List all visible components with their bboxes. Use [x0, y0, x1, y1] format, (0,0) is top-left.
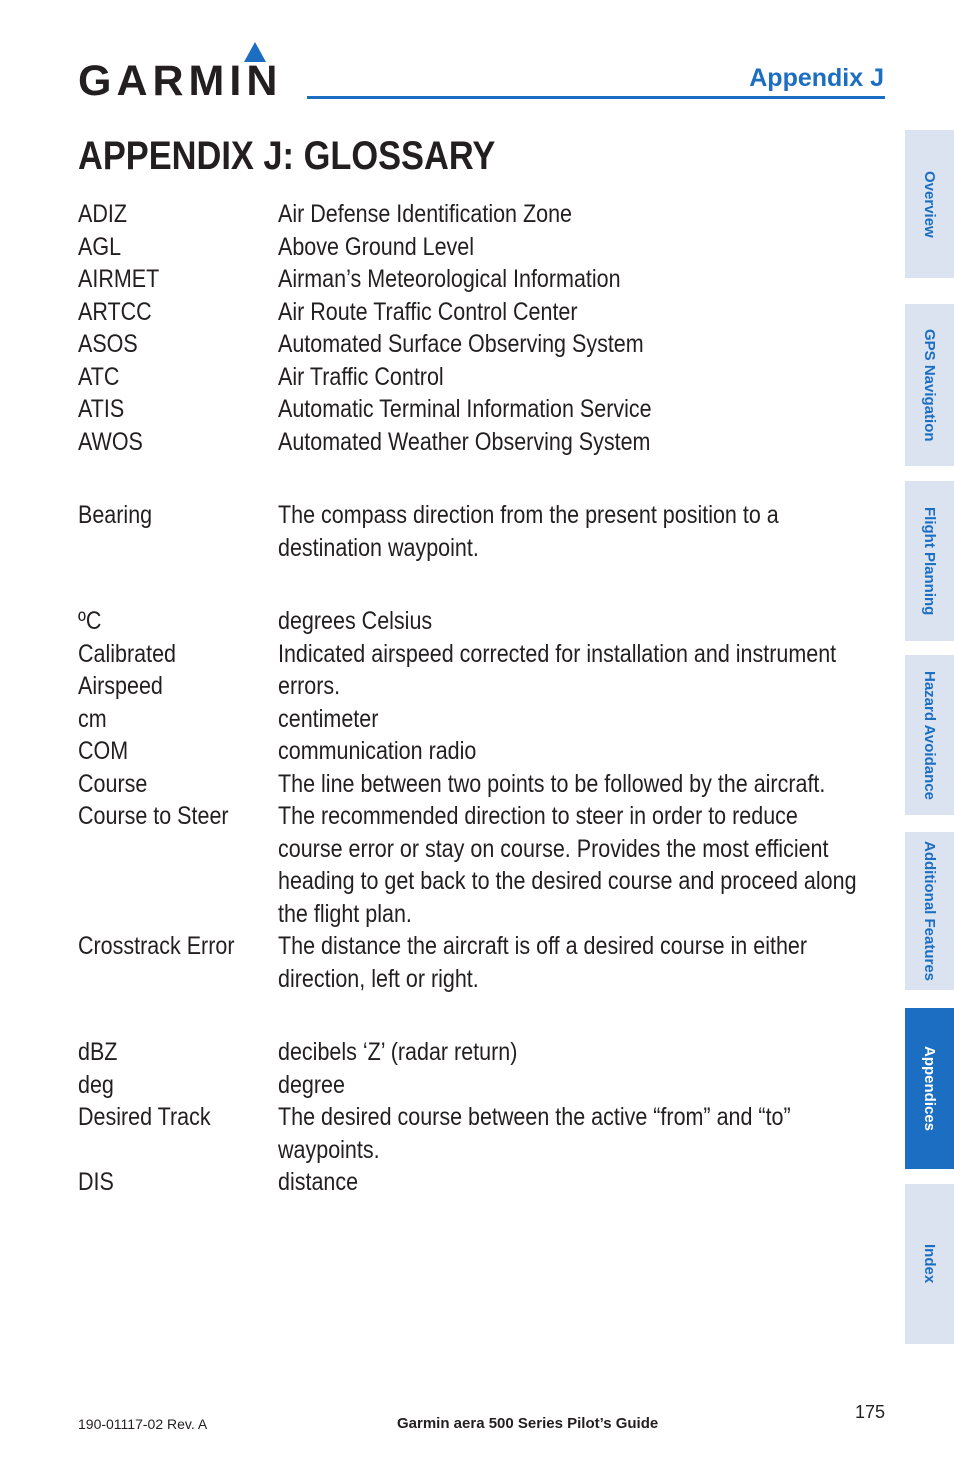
- glossary-row: [78, 393, 888, 426]
- glossary-definition: [278, 735, 886, 768]
- definition-line: degrees Celsius: [278, 607, 433, 635]
- definition-line: Air Route Traffic Control Center: [278, 297, 578, 326]
- glossary-row: [78, 1036, 888, 1069]
- glossary-row: [78, 930, 888, 995]
- guide-title: Garmin aera 500 Series Pilot’s Guide: [397, 1415, 659, 1432]
- term-line: dBZ: [78, 1038, 118, 1066]
- glossary-term: [78, 735, 250, 768]
- glossary-term: [78, 703, 250, 736]
- definition-line: centimeter: [278, 704, 379, 733]
- garmin-logo: [78, 42, 288, 104]
- glossary-row: [78, 605, 888, 638]
- glossary-row: [78, 499, 888, 564]
- term-line: AIRMET: [78, 265, 160, 293]
- definition-line: course error or stay on course. Provides the most efficient: [278, 834, 829, 863]
- definition-line: direction, left or right.: [278, 964, 479, 993]
- side-tab-hazard-avoidance[interactable]: [905, 655, 954, 815]
- doc-number: 190-01117-02 Rev. A: [78, 1416, 208, 1432]
- side-tab-label: GPS Navigation: [921, 328, 938, 442]
- definition-line: heading to get back to the desired course and proceed along: [278, 867, 857, 895]
- glossary-row: [78, 735, 888, 768]
- definition-line: degree: [278, 1070, 345, 1099]
- term-line: Course: [78, 769, 148, 798]
- glossary-term: [78, 930, 250, 995]
- definition-line: Air Defense Identification Zone: [278, 200, 572, 228]
- glossary-term: [78, 638, 250, 703]
- definition-line: the flight plan.: [278, 899, 412, 928]
- side-tab-label: Additional Features: [921, 840, 938, 982]
- term-line: Desired Track: [78, 1103, 211, 1131]
- definition-line: Airman’s Meteorological Information: [278, 265, 621, 293]
- definition-line: communication radio: [278, 737, 477, 765]
- glossary-row: [78, 296, 888, 329]
- side-tab-overview[interactable]: [905, 130, 954, 278]
- glossary-term: [78, 605, 250, 638]
- glossary-definition: [278, 703, 886, 736]
- glossary-definition: [278, 1069, 886, 1102]
- side-tab-index[interactable]: [905, 1184, 954, 1344]
- term-line: Crosstrack Error: [78, 932, 235, 960]
- glossary-term: [78, 1101, 250, 1166]
- glossary-definition: [278, 605, 886, 638]
- glossary-term: [78, 231, 250, 264]
- side-tab-label: Hazard Avoidance: [921, 670, 938, 800]
- glossary-term: [78, 263, 250, 296]
- definition-line: The distance the aircraft is off a desired course in either: [278, 932, 808, 960]
- glossary-definition: [278, 198, 886, 231]
- definition-line: Air Traffic Control: [278, 362, 444, 391]
- definition-line: errors.: [278, 672, 341, 700]
- definition-line: Indicated airspeed corrected for installation and instrument: [278, 639, 837, 668]
- glossary-term: [78, 328, 250, 361]
- definition-line: The compass direction from the present position to a: [278, 501, 779, 529]
- term-line: Course to Steer: [78, 802, 229, 830]
- glossary-row: [78, 426, 888, 459]
- glossary-definition: [278, 1166, 886, 1199]
- header-rule: [307, 96, 885, 99]
- term-line: DIS: [78, 1168, 114, 1196]
- glossary-definition: [278, 499, 886, 564]
- definition-line: waypoints.: [278, 1135, 380, 1164]
- glossary-term: [78, 198, 250, 231]
- definition-line: destination waypoint.: [278, 533, 479, 562]
- glossary-definition: [278, 426, 886, 459]
- definition-line: distance: [278, 1168, 359, 1196]
- glossary-row: [78, 638, 888, 703]
- side-tab-appendices[interactable]: [905, 1008, 954, 1169]
- group-gap: [78, 564, 888, 605]
- glossary-definition: [278, 328, 886, 361]
- glossary-term: [78, 361, 250, 394]
- glossary-term: [78, 426, 250, 459]
- term-line: ASOS: [78, 330, 138, 358]
- group-gap: [78, 995, 888, 1036]
- glossary-term: [78, 1069, 250, 1102]
- glossary-definition: [278, 393, 886, 426]
- glossary-definition: [278, 800, 886, 930]
- definition-line: The recommended direction to steer in order to reduce: [278, 802, 798, 830]
- glossary-row: [78, 768, 888, 801]
- glossary-term: [78, 768, 250, 801]
- section-label: Appendix J: [749, 64, 884, 92]
- logo-wordmark: GARMIN: [78, 57, 283, 105]
- side-tab-label: Flight Planning: [921, 506, 938, 616]
- glossary-definition: [278, 638, 886, 703]
- term-line: ºC: [78, 607, 102, 635]
- glossary-list: [78, 198, 888, 1199]
- glossary-row: [78, 1101, 888, 1166]
- side-tab-gps-navigation[interactable]: [905, 304, 954, 466]
- term-line: ARTCC: [78, 297, 152, 326]
- term-line: ADIZ: [78, 200, 127, 228]
- glossary-row: [78, 800, 888, 930]
- definition-line: The line between two points to be followed by the aircraft.: [278, 769, 826, 798]
- side-tab-additional-features[interactable]: [905, 832, 954, 990]
- glossary-definition: [278, 1101, 886, 1166]
- glossary-definition: [278, 361, 886, 394]
- definition-line: Above Ground Level: [278, 232, 475, 261]
- side-tabs: [905, 0, 954, 1475]
- glossary-row: [78, 328, 888, 361]
- glossary-term: [78, 393, 250, 426]
- term-line: Airspeed: [78, 672, 163, 700]
- glossary-row: [78, 703, 888, 736]
- glossary-row: [78, 361, 888, 394]
- definition-line: The desired course between the active “from” and “to”: [278, 1103, 791, 1131]
- term-line: COM: [78, 737, 129, 765]
- side-tab-flight-planning[interactable]: [905, 481, 954, 641]
- page-title: APPENDIX J: GLOSSARY: [78, 134, 496, 178]
- glossary-definition: [278, 296, 886, 329]
- term-line: AGL: [78, 232, 122, 261]
- glossary-row: [78, 231, 888, 264]
- glossary-term: [78, 1166, 250, 1199]
- glossary-definition: [278, 930, 886, 995]
- glossary-row: [78, 198, 888, 231]
- page-number: 175: [855, 1402, 886, 1422]
- group-gap: [78, 458, 888, 499]
- glossary-definition: [278, 1036, 886, 1069]
- glossary-row: [78, 263, 888, 296]
- glossary-term: [78, 499, 250, 564]
- glossary-definition: [278, 231, 886, 264]
- glossary-definition: [278, 263, 886, 296]
- term-line: deg: [78, 1070, 114, 1099]
- term-line: AWOS: [78, 427, 143, 456]
- term-line: cm: [78, 704, 107, 733]
- glossary-definition: [278, 768, 886, 801]
- glossary-term: [78, 296, 250, 329]
- glossary-row: [78, 1069, 888, 1102]
- term-line: ATC: [78, 362, 120, 391]
- term-line: ATIS: [78, 395, 125, 423]
- side-tab-label: Appendices: [921, 1045, 938, 1132]
- glossary-term: [78, 800, 250, 930]
- definition-line: Automated Surface Observing System: [278, 330, 644, 358]
- term-line: Bearing: [78, 501, 153, 529]
- glossary-row: [78, 1166, 888, 1199]
- term-line: Calibrated: [78, 639, 176, 668]
- side-tab-label: Overview: [921, 170, 938, 238]
- glossary-term: [78, 1036, 250, 1069]
- side-tab-label: Index: [921, 1244, 938, 1284]
- definition-line: Automatic Terminal Information Service: [278, 395, 652, 423]
- definition-line: Automated Weather Observing System: [278, 427, 651, 456]
- definition-line: decibels ‘Z’ (radar return): [278, 1038, 518, 1066]
